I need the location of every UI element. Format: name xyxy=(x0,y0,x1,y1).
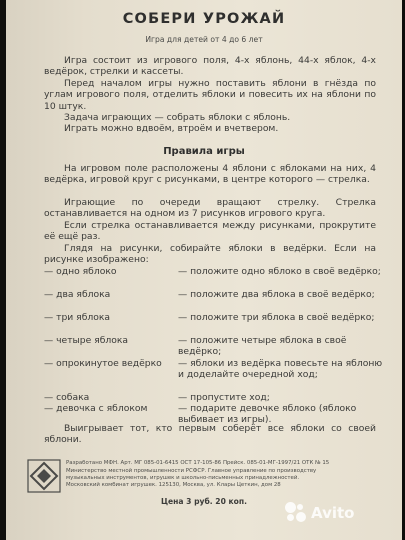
rule-action: — положите три яблока в своё ведёрко; xyxy=(178,312,375,323)
footer-line: Разработано МФН. Арт. МГ 085-01-6415 ОСТ 17-105-86 Прейск. 085-01-МГ-1997/21 ОТК № 15 xyxy=(66,460,330,466)
rule-picture: — опрокинутое ведёрко xyxy=(44,358,162,369)
intro-paragraph-2: Перед началом игры нужно поставить яблони в гнёзда по углам игрового поля, отделить яблоки и повесить их на яблони по 10 штук. xyxy=(44,78,376,112)
rule-action: — подарите девочке яблоко (яблоко выбивает из игры). xyxy=(178,403,357,426)
closing-paragraph: Выигрывает тот, кто первым соберёт все яблоки со своей яблони. xyxy=(44,423,376,446)
footer-line: музыкальных инструментов, игрушек и школьно-письменных принадлежностей. xyxy=(66,475,300,481)
rule-picture: — собака xyxy=(44,392,90,403)
footer-line: Московский комбинат игрушек. 125130, Москва, ул. Клары Цеткин, дом 28 xyxy=(66,482,281,488)
price-label: Цена 3 руб. 20 коп. xyxy=(160,497,248,506)
rule-picture: — три яблока xyxy=(44,312,111,323)
rules-paragraph-4: Глядя на рисунки, собирайте яблоки в ведёрки. Если на рисунке изображено: xyxy=(44,243,376,266)
age-subtitle: Игра для детей от 4 до 6 лет xyxy=(145,35,263,44)
rules-paragraph-1: На игровом поле расположены 4 яблони с яблоками на них, 4 ведёрка, игровой круг с рисунками, в центре которого — стрелка. xyxy=(44,163,376,186)
rules-paragraph-2: Играющие по очереди вращают стрелку. Стрелка останавливается на одном из 7 рисунков игрового круга. xyxy=(44,197,376,220)
game-rules-sheet xyxy=(6,0,402,540)
footer-line: Министерство местной промышленности РСФСР. Главное управление по производству xyxy=(66,468,317,474)
page-title: СОБЕРИ УРОЖАЙ xyxy=(122,11,286,27)
rule-picture: — одно яблоко xyxy=(44,266,117,277)
rules-heading: Правила игры xyxy=(163,146,245,157)
rule-action: — положите два яблока в своё ведёрко; xyxy=(178,289,375,300)
rules-paragraph-3: Если стрелка останавливается между рисунками, прокрутите её ещё раз. xyxy=(44,220,376,243)
avito-logo-icon xyxy=(285,502,307,524)
rule-action: — яблоки из ведёрка повесьте на яблоню и доделайте очередной ход; xyxy=(178,358,383,381)
rule-picture: — девочка с яблоком xyxy=(44,403,148,414)
rule-action: — пропустите ход; xyxy=(178,392,270,403)
factory-logo-icon xyxy=(26,458,62,494)
rule-picture: — два яблока xyxy=(44,289,111,300)
watermark-text: Avito xyxy=(311,504,355,522)
avito-watermark xyxy=(285,498,395,528)
rule-action: — положите четыре яблока в своё ведёрко; xyxy=(178,335,347,358)
intro-paragraph-1: Игра состоит из игрового поля, 4-х яблонь, 44-х яблок, 4-х ведёрок, стрелки и кассеты. xyxy=(44,55,376,78)
intro-paragraph-3: Задача играющих — собрать яблоки с яблонь. xyxy=(64,112,291,123)
rule-picture: — четыре яблока xyxy=(44,335,129,346)
intro-paragraph-4: Играть можно вдвоём, втроём и вчетвером. xyxy=(64,123,279,134)
rule-action: — положите одно яблоко в своё ведёрко; xyxy=(178,266,381,277)
